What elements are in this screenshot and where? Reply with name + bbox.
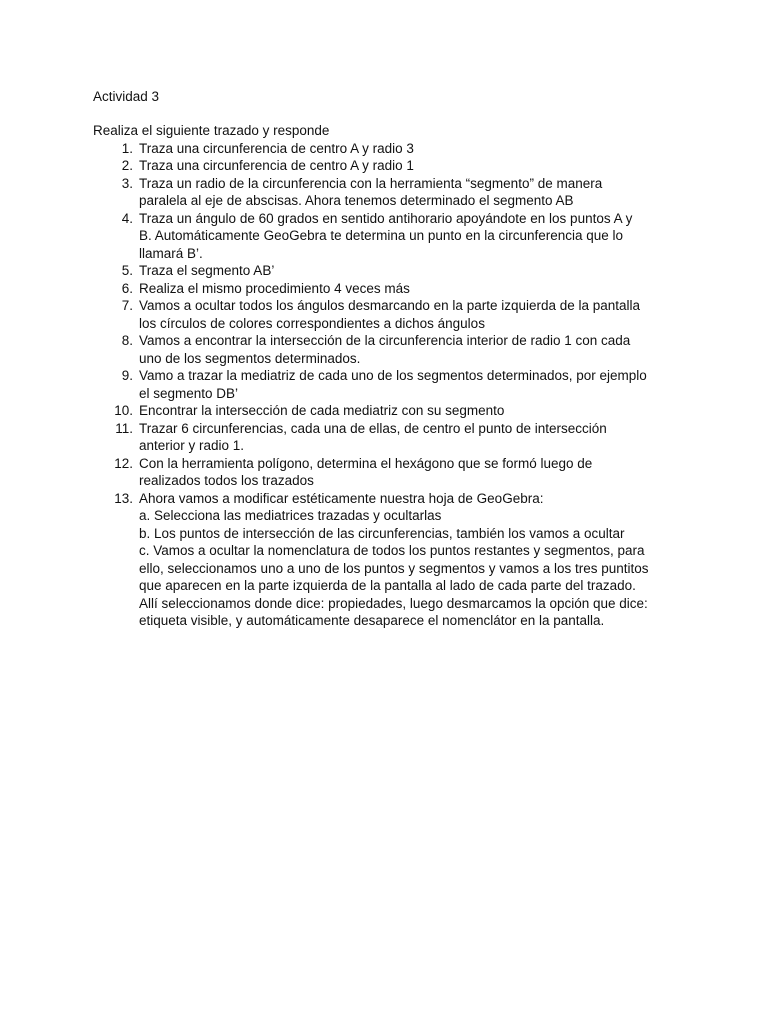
step-item (93, 262, 693, 280)
steps-list (93, 140, 693, 630)
step-number: 4. (121, 210, 133, 226)
step-number: 11. (115, 420, 133, 436)
step-text-line: c. Vamos a ocultar la nomenclatura de todos los puntos restantes y segmentos, para (139, 543, 645, 558)
step-text-line: anterior y radio 1. (139, 438, 245, 453)
step-text-line: Traza una circunferencia de centro A y radio 3 (139, 140, 414, 156)
step-text-line: realizados todos los trazados (139, 473, 314, 488)
step-item (93, 367, 693, 402)
step-item (93, 297, 693, 332)
step-text-line: Vamos a encontrar la intersección de la circunferencia interior de radio 1 con cada (139, 333, 631, 348)
step-text-line: Traza una circunferencia de centro A y radio 1 (139, 158, 414, 173)
step-text-line: Vamo a trazar la mediatriz de cada uno de los segmentos determinados, por ejemplo (139, 368, 647, 383)
step-item (93, 332, 693, 367)
step-item (93, 157, 693, 175)
step-item (93, 210, 693, 263)
step-text-line: etiqueta visible, y automáticamente desaparece el nomenclátor en la pantalla. (139, 613, 605, 628)
step-text-line: Trazar 6 circunferencias, cada una de ellas, de centro el punto de intersección (139, 420, 607, 436)
step-text-line: Ahora vamos a modificar estéticamente nuestra hoja de GeoGebra: (139, 490, 544, 506)
step-number: 9. (121, 368, 133, 383)
step-text-line: B. Automáticamente GeoGebra te determina un punto en la circunferencia que lo (139, 228, 624, 243)
step-number: 2. (121, 158, 133, 173)
step-text-line: paralela al eje de abscisas. Ahora tenemos determinado el segmento AB (139, 193, 574, 208)
step-item (93, 402, 693, 420)
step-text-line: Realiza el mismo procedimiento 4 veces más (139, 280, 410, 296)
step-number: 8. (121, 333, 133, 348)
step-number: 12. (114, 455, 133, 471)
step-item (93, 420, 693, 455)
step-number: 5. (121, 263, 133, 278)
step-item (93, 490, 693, 630)
step-text-line: los círculos de colores correspondientes a dichos ángulos (139, 315, 485, 331)
step-text-line: Allí seleccionamos donde dice: propiedades, luego desmarcamos la opción que dice: (139, 595, 648, 611)
step-text-line: a. Selecciona las mediatrices trazadas y ocultarlas (139, 508, 442, 523)
step-number: 7. (121, 298, 133, 313)
step-item (93, 455, 693, 490)
step-item (93, 175, 693, 210)
step-text-line: Con la herramienta polígono, determina el hexágono que se formó luego de (139, 455, 593, 471)
step-number: 10. (114, 403, 133, 418)
step-number: 6. (121, 280, 133, 296)
step-text-line: el segmento DB’ (139, 385, 239, 401)
document-intro: Realiza el siguiente trazado y responde (93, 123, 330, 138)
step-number: 1. (121, 140, 133, 156)
step-text-line: Traza un ángulo de 60 grados en sentido antihorario apoyándote en los puntos A y (139, 210, 633, 226)
step-number: 3. (121, 175, 133, 191)
step-number: 13. (114, 490, 133, 506)
document-title: Actividad 3 (93, 89, 160, 104)
step-item (93, 280, 693, 298)
step-item (93, 140, 693, 158)
step-text-line: b. Los puntos de intersección de las circunferencias, también los vamos a ocultar (139, 525, 625, 541)
step-text-line: Vamos a ocultar todos los ángulos desmarcando en la parte izquierda de la pantalla (139, 298, 641, 313)
step-text-line: Encontrar la intersección de cada mediatriz con su segmento (139, 403, 505, 418)
step-text-line: que aparecen en la parte izquierda de la pantalla al lado de cada parte del trazado. (139, 578, 636, 593)
step-text-line: llamará B’. (139, 245, 203, 261)
step-text-line: uno de los segmentos determinados. (139, 350, 361, 366)
step-text-line: ello, seleccionamos uno a uno de los puntos y segmentos y vamos a los tres puntitos (139, 560, 649, 576)
step-text-line: Traza un radio de la circunferencia con la herramienta “segmento” de manera (139, 175, 603, 191)
step-text-line: Traza el segmento AB’ (139, 263, 275, 278)
